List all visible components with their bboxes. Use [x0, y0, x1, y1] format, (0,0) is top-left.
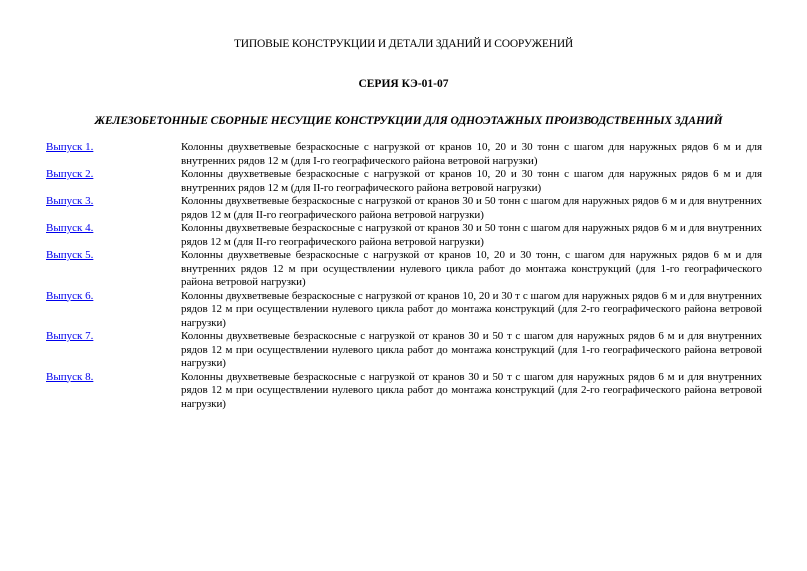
issue-link-1[interactable]: Выпуск 1.: [46, 141, 94, 153]
issue-row: [46, 290, 762, 331]
document-title: ТИПОВЫЕ КОНСТРУКЦИИ И ДЕТАЛИ ЗДАНИЙ И СООРУЖЕНИЙ: [233, 38, 574, 50]
series-title: СЕРИЯ КЭ-01-07: [358, 78, 449, 90]
issue-row: [46, 222, 762, 249]
issue-description: Колонны двухветвевые безраскосные с нагрузкой от кранов 30 и 50 тонн с шагом для наружных рядов 6 м и для внутренних рядов 12 м (для II-го географического района ветровой нагрузки): [181, 222, 762, 248]
issue-link-6[interactable]: Выпуск 6.: [46, 289, 94, 302]
issue-link-3[interactable]: Выпуск 3.: [46, 195, 94, 207]
issue-link-5[interactable]: Выпуск 5.: [46, 249, 94, 261]
issue-description: Колонны двухветвевые безраскосные с нагрузкой от кранов 10, 20 и 30 тонн с шагом для наружных рядов 6 м и для внутренних рядов 12 м (для II-го географического района ветровой нагрузки): [181, 168, 762, 194]
issue-link-7[interactable]: Выпуск 7.: [46, 330, 94, 342]
issue-row: [46, 141, 762, 168]
issue-description: Колонны двухветвевые безраскосные с нагрузкой от кранов 10, 20 и 30 тонн с шагом для наружных рядов 6 м и для внутренних рядов 12 м (для I-го географического района ветровой нагрузки): [181, 141, 762, 167]
issue-description: Колонны двухветвевые безраскосные с нагрузкой от кранов 30 и 50 тонн с шагом для наружных рядов 6 м и для внутренних рядов 12 м (для II-го географического района ветровой нагрузки): [181, 195, 762, 221]
issue-description: Колонны двухветвевые безраскосные с нагрузкой от кранов 30 и 50 т с шагом для наружных рядов 6 м и для внутренних рядов 12 м при осуществлении нулевого цикла работ до монтажа конструкций (для 1-го географического района ветровой нагрузки): [181, 330, 762, 369]
issue-link-2[interactable]: Выпуск 2.: [46, 168, 94, 180]
issue-row: [46, 371, 762, 412]
issues-list: [46, 141, 762, 411]
issue-description: Колонны двухветвевые безраскосные с нагрузкой от кранов 10, 20 и 30 т с шагом для наружных рядов 6 м и для внутренних рядов 12 м при осуществлении нулевого цикла работ до монтажа конструкций (для 2-го географического района ветровой нагрузки): [181, 289, 762, 329]
issue-row: [46, 168, 762, 195]
issue-description: Колонны двухветвевые безраскосные с нагрузкой от кранов 10, 20 и 30 тонн, с шагом для наружных рядов 6 м и для внутренних рядов 12 м при осуществлении нулевого цикла работ до монтажа конструкций (для 1-го географического района ветровой нагрузки): [181, 249, 762, 288]
issue-row: [46, 249, 762, 290]
issue-description: Колонны двухветвевые безраскосные с нагрузкой от кранов 30 и 50 т с шагом для наружных рядов 6 м и для внутренних рядов 12 м при осуществлении нулевого цикла работ до монтажа конструкций (для 2-го географического района ветровой нагрузки): [181, 370, 762, 410]
issue-row: [46, 195, 762, 222]
issue-row: [46, 330, 762, 371]
issue-link-8[interactable]: Выпуск 8.: [46, 370, 94, 383]
section-title: ЖЕЛЕЗОБЕТОННЫЕ СБОРНЫЕ НЕСУЩИЕ КОНСТРУКЦИИ ДЛЯ ОДНОЭТАЖНЫХ ПРОИЗВОДСТВЕННЫХ ЗДАНИЙ: [94, 115, 723, 127]
issue-link-4[interactable]: Выпуск 4.: [46, 222, 94, 234]
